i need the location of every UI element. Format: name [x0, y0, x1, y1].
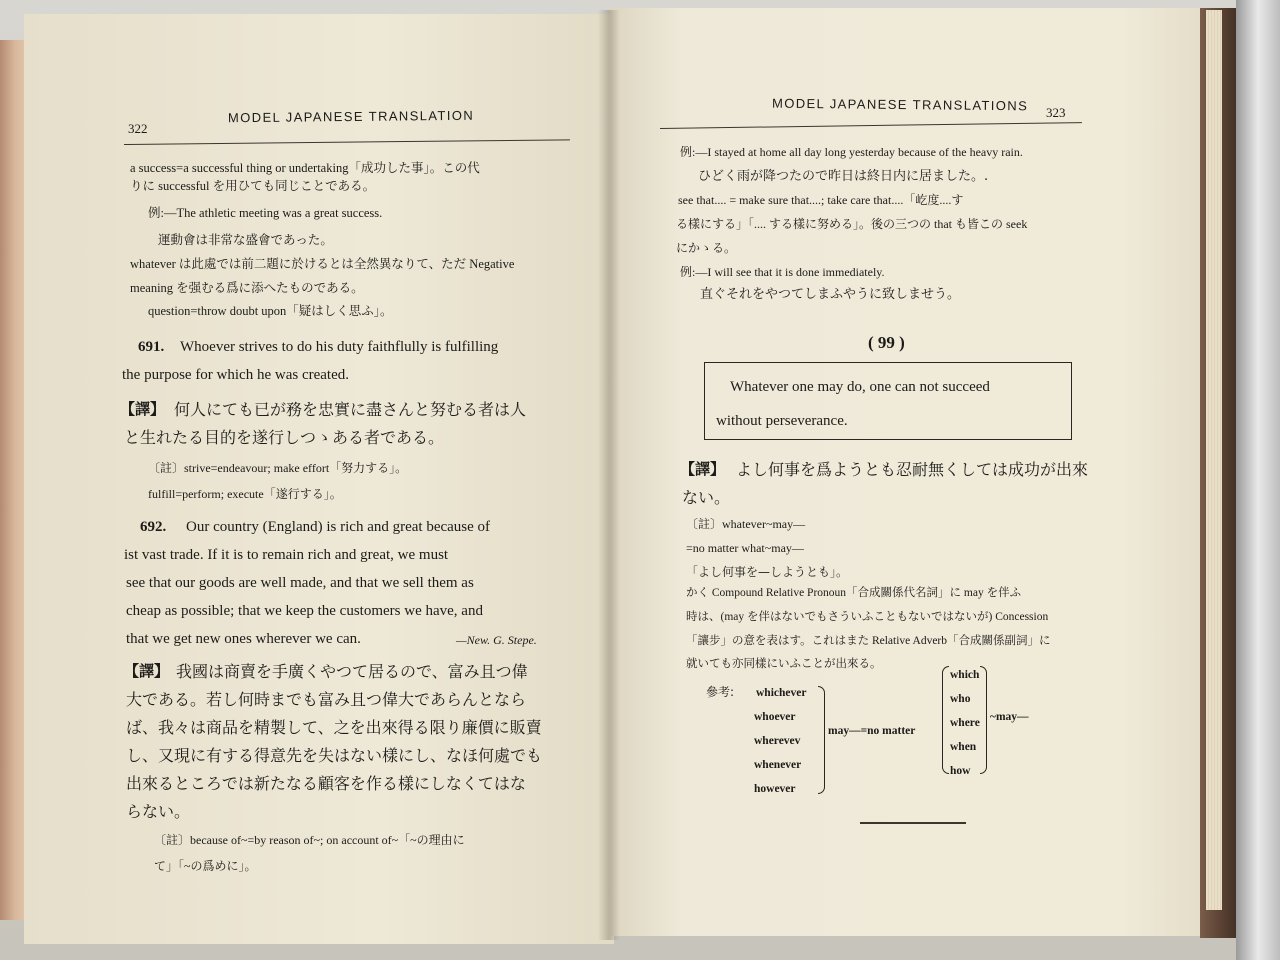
reference-left-word-1: whichever: [756, 687, 807, 699]
left-note-line-5: whatever は此處では前二題に於けるとは全然異なりて、ただ Negative: [130, 257, 515, 271]
book-gutter: [598, 10, 620, 940]
entry-692-translation-1: 我國は商賣を手廣くやつて居るので、富み且つ偉: [176, 662, 528, 681]
reference-left-word-2: whoever: [754, 711, 796, 723]
left-running-head: MODEL JAPANESE TRANSLATION: [227, 107, 475, 126]
entry-692-number: 692.: [140, 519, 167, 535]
reference-right-word-5: how: [950, 765, 971, 777]
entry-691-line-2: the purpose for which he was created.: [122, 367, 349, 383]
background-glass: [1236, 0, 1280, 960]
left-note-line-3: 例:—The athletic meeting was a great success.: [148, 206, 383, 220]
left-note-line-6: meaning を强むる爲に添へたものである。: [130, 281, 364, 295]
reference-brace-right-open: [942, 666, 949, 774]
reference-end: ~may—: [990, 711, 1029, 723]
page-stack-right: [1206, 10, 1222, 910]
right-note-line-1: 例:—I stayed at home all day long yesterday because of the heavy rain.: [680, 145, 1023, 159]
left-page-number: 322: [128, 121, 148, 136]
entry-691-translation-1: 何人にても已が務を忠實に盡さんと努むる者は人: [174, 400, 527, 419]
entry-692-note-2: て」「~の爲めに」。: [154, 859, 257, 873]
boxed-sentence-line-2: without perseverance.: [716, 413, 848, 429]
entry-692-note-1: 〔註〕because of~=by reason of~; on account of~「~の理由に: [154, 833, 465, 847]
right-note-grammar-5: 時は、(may を伴はないでもさういふこともないではないが) Concession: [686, 611, 1049, 623]
reference-left-word-3: wherevev: [754, 735, 801, 747]
entry-692-translation-5: 出來るところでは新たなる顧客を作る樣にしなくてはな: [126, 774, 526, 793]
right-note-grammar-3: 「よし何事を—しようとも」。: [686, 565, 849, 579]
entry-691-line-1: Whoever strives to do his duty faithflully is fulfilling: [180, 339, 499, 355]
right-note-grammar-2: =no matter what~may—: [686, 541, 804, 555]
entry-691-note-1: 〔註〕strive=endeavour; make effort「努力する」。: [148, 461, 408, 475]
left-note-line-1: a success=a successful thing or undertaking「成功した事」。この代: [130, 161, 480, 175]
reference-left-word-5: however: [754, 783, 796, 795]
left-page: [24, 14, 614, 944]
right-note-line-6: 例:—I will see that it is done immediately.: [680, 265, 885, 279]
entry-692-line-3: see that our goods are well made, and that we sell them as: [126, 575, 474, 591]
left-note-line-7: question=throw doubt upon「疑はしく思ふ」。: [148, 304, 393, 318]
right-page-number: 323: [1046, 105, 1066, 120]
entry-692-translation-2: 大である。若し何時までも富み且つ偉大であらんとなら: [126, 690, 527, 709]
reference-right-word-3: where: [950, 717, 980, 729]
right-translation-label: 【譯】: [680, 460, 726, 478]
right-translation-2: ない。: [682, 488, 731, 507]
right-note-line-7: 直ぐそれをやつてしまふやうに致しませう。: [700, 287, 961, 302]
entry-691-number: 691.: [138, 339, 165, 355]
right-note-grammar-7: 就いても亦同樣にいふことが出來る。: [686, 656, 882, 670]
entry-692-line-4: cheap as possible; that we keep the customers we have, and: [126, 603, 483, 619]
reference-brace-right-close: [980, 666, 987, 774]
left-note-line-2: りに successful を用ひても同じことである。: [130, 179, 376, 193]
right-note-grammar-4: かく Compound Relative Pronoun「合成關係代名詞」に may を伴ふ: [686, 587, 1022, 599]
left-note-line-4: 運動會は非常な盛會であった。: [158, 232, 333, 247]
reference-label: 參考:: [706, 685, 735, 699]
right-note-line-3: see that.... = make sure that....; take care that....「屹度....す: [678, 193, 964, 207]
reference-right-word-2: who: [950, 693, 971, 705]
right-note-line-4: る樣にする」「.... する樣に努める」。後の三つの that も皆この seek: [676, 217, 1028, 231]
entry-692-line-5: that we get new ones wherever we can.: [126, 631, 361, 647]
boxed-sentence-line-1: Whatever one may do, one can not succeed: [730, 379, 990, 395]
section-number: ( 99 ): [868, 333, 905, 352]
right-note-grammar-1: 〔註〕whatever~may—: [686, 517, 806, 531]
right-note-line-5: にかゝる。: [676, 241, 737, 255]
reference-left-word-4: whenever: [754, 759, 802, 771]
entry-691-translation-2: と生れたる目的を遂行しつゝある者である。: [124, 428, 445, 447]
entry-692-translation-4: し、又現に有する得意先を失はない樣にし、なほ何處でも: [126, 746, 543, 765]
right-note-grammar-6: 「讓步」の意を表はす。これはまた Relative Adverb「合成關係副詞」に: [686, 635, 1051, 647]
right-translation-1: よし何事を爲ようとも忍耐無くしては成功が出來: [736, 460, 1089, 479]
entry-691-translation-label: 【譯】: [120, 400, 166, 418]
right-note-line-2: ひどく雨が降つたので昨日は終日内に居ました。.: [698, 169, 989, 184]
reference-middle: may—=no matter: [828, 725, 916, 737]
entry-692-translation-6: らない。: [126, 802, 191, 821]
reference-brace-left: [818, 686, 825, 794]
right-running-head: MODEL JAPANESE TRANSLATIONS: [771, 95, 1029, 114]
entry-692-line-2: ist vast trade. If it is to remain rich and great, we must: [124, 547, 449, 563]
entry-692-line-1: Our country (England) is rich and great because of: [186, 519, 491, 535]
reference-right-word-4: when: [950, 741, 977, 753]
entry-692-translation-label: 【譯】: [124, 662, 170, 680]
end-rule: [860, 822, 966, 824]
reference-right-word-1: which: [950, 669, 980, 681]
entry-692-translation-3: ば、我々は商品を精製して、之を出來得る限り廉價に販賣: [126, 718, 542, 737]
entry-691-note-2: fulfill=perform; execute「遂行する」。: [148, 487, 342, 501]
entry-692-source: —New. G. Stepe.: [456, 633, 537, 647]
